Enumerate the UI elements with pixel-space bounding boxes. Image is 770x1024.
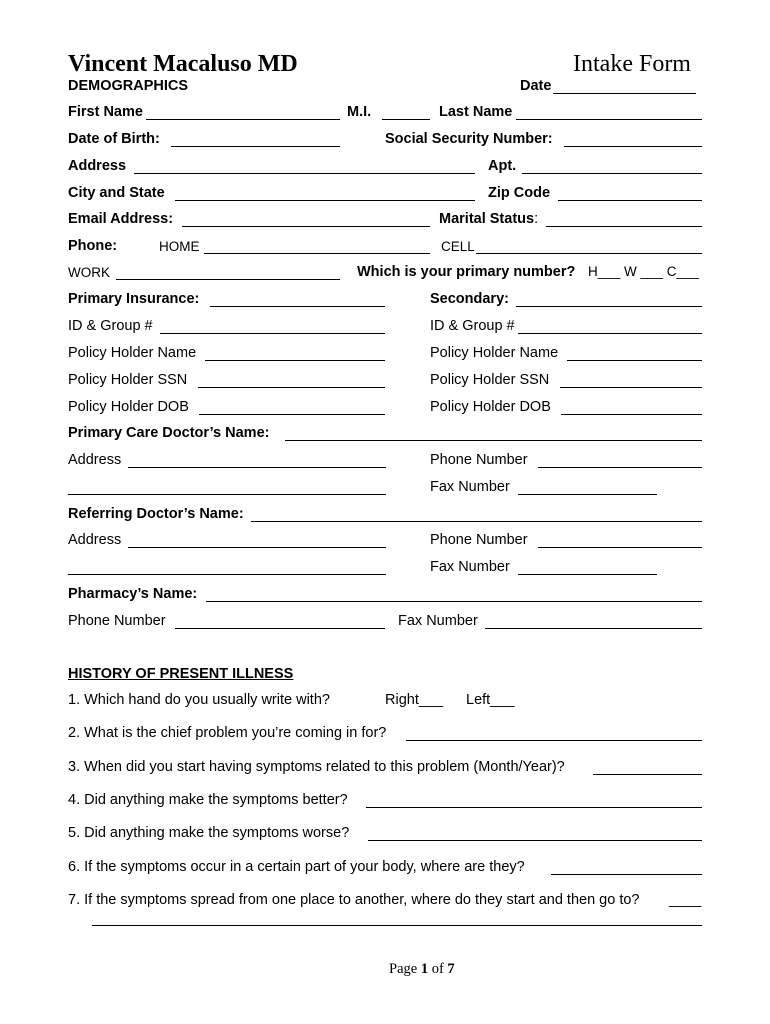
mi-field[interactable] <box>382 119 430 120</box>
city-state-field[interactable] <box>175 200 475 201</box>
city-state-label: City and State <box>68 185 165 201</box>
page-indicator <box>389 962 455 977</box>
referring-phone-field[interactable] <box>538 547 702 548</box>
q4-text: 4. Did anything make the symptoms better? <box>68 792 348 808</box>
referring-address-field[interactable] <box>128 547 386 548</box>
phone-label: Phone: <box>68 238 118 254</box>
address-field[interactable] <box>134 173 475 174</box>
secondary-holder-ssn-label: Policy Holder SSN <box>430 372 550 388</box>
primary-id-group-field[interactable] <box>160 333 385 334</box>
q6-text: 6. If the symptoms occur in a certain part of your body, where are they? <box>68 859 525 875</box>
page-word: Page <box>389 961 418 977</box>
zip-label: Zip Code <box>488 185 551 201</box>
q5-text: 5. Did anything make the symptoms worse? <box>68 825 350 841</box>
referring-phone-label: Phone Number <box>430 532 528 548</box>
secondary-insurance-field[interactable] <box>516 306 702 307</box>
apt-label: Apt. <box>488 158 517 174</box>
last-name-label: Last Name <box>439 104 513 120</box>
pcp-fax-field[interactable] <box>518 494 657 495</box>
marital-field[interactable] <box>546 226 702 227</box>
pcp-phone-field[interactable] <box>538 467 702 468</box>
secondary-holder-name-label: Policy Holder Name <box>430 345 559 361</box>
pharmacy-phone-label: Phone Number <box>68 613 166 629</box>
first-name-label: First Name <box>68 104 143 120</box>
pcp-address-label: Address <box>68 452 122 468</box>
secondary-id-group-field[interactable] <box>518 333 702 334</box>
ssn-label: Social Security Number: <box>385 131 553 147</box>
q6-answer-field[interactable] <box>551 874 702 875</box>
secondary-holder-dob-field[interactable] <box>561 414 702 415</box>
primary-insurance-field[interactable] <box>210 306 385 307</box>
q1-right-option[interactable]: Right___ <box>385 692 444 708</box>
referring-address-label: Address <box>68 532 122 548</box>
page-current: 1 <box>420 961 429 977</box>
dob-label: Date of Birth: <box>68 131 160 147</box>
primary-holder-name-label: Policy Holder Name <box>68 345 197 361</box>
pcp-phone-label: Phone Number <box>430 452 528 468</box>
q1-text: 1. Which hand do you usually write with? <box>68 692 330 708</box>
email-field[interactable] <box>182 226 430 227</box>
q7-text: 7. If the symptoms spread from one place to another, where do they start and then go to? <box>68 892 640 908</box>
marital-label <box>439 212 538 227</box>
section-demographics: DEMOGRAPHICS <box>68 78 189 94</box>
apt-field[interactable] <box>522 173 702 174</box>
history-title: HISTORY OF PRESENT ILLNESS <box>68 666 294 682</box>
pharmacy-name-field[interactable] <box>206 601 702 602</box>
pcp-fax-label: Fax Number <box>430 479 510 495</box>
last-name-field[interactable] <box>516 119 702 120</box>
page-of-word: of <box>431 961 444 977</box>
mi-label: M.I. <box>347 104 372 120</box>
work-label: WORK <box>68 265 110 280</box>
date-field[interactable] <box>553 93 696 94</box>
dob-field[interactable] <box>171 146 340 147</box>
q1-left-option[interactable]: Left___ <box>466 692 515 708</box>
q4-answer-field[interactable] <box>366 807 702 808</box>
pcp-address-field[interactable] <box>128 467 386 468</box>
primary-number-options[interactable]: H___ W ___ C___ <box>588 264 700 279</box>
primary-id-group-label: ID & Group # <box>68 318 153 334</box>
pcp-name-field[interactable] <box>285 440 702 441</box>
form-title: Intake Form <box>573 51 691 77</box>
practice-name: Vincent Macaluso MD <box>68 51 298 77</box>
home-phone-field[interactable] <box>204 253 430 254</box>
primary-holder-ssn-field[interactable] <box>198 387 385 388</box>
work-phone-field[interactable] <box>116 279 340 280</box>
pcp-address-line2-field[interactable] <box>68 494 386 495</box>
primary-holder-name-field[interactable] <box>205 360 385 361</box>
page-total: 7 <box>447 961 455 977</box>
address-label: Address <box>68 158 127 174</box>
date-label: Date <box>520 78 552 94</box>
secondary-id-group-label: ID & Group # <box>430 318 515 334</box>
pharmacy-name-label: Pharmacy’s Name: <box>68 586 198 602</box>
secondary-holder-ssn-field[interactable] <box>560 387 702 388</box>
q2-answer-field[interactable] <box>406 740 702 741</box>
referring-fax-label: Fax Number <box>430 559 510 575</box>
cell-phone-field[interactable] <box>476 253 702 254</box>
referring-fax-field[interactable] <box>518 574 657 575</box>
referring-name-label: Referring Doctor’s Name: <box>68 506 244 522</box>
marital-colon: : <box>534 211 539 227</box>
secondary-insurance-label: Secondary: <box>430 291 509 307</box>
primary-insurance-label: Primary Insurance: <box>68 291 200 307</box>
home-label: HOME <box>159 239 200 254</box>
pharmacy-fax-label: Fax Number <box>398 613 478 629</box>
pharmacy-phone-field[interactable] <box>175 628 385 629</box>
primary-number-question: Which is your primary number? <box>357 264 576 280</box>
primary-holder-dob-field[interactable] <box>199 414 385 415</box>
email-label: Email Address: <box>68 211 174 227</box>
primary-holder-ssn-label: Policy Holder SSN <box>68 372 188 388</box>
q2-text: 2. What is the chief problem you’re coming in for? <box>68 725 387 741</box>
referring-name-field[interactable] <box>251 521 702 522</box>
pharmacy-fax-field[interactable] <box>485 628 702 629</box>
q3-answer-field[interactable] <box>593 774 702 775</box>
q7-answer-line2-field[interactable] <box>92 925 702 926</box>
zip-field[interactable] <box>558 200 702 201</box>
q3-text: 3. When did you start having symptoms related to this problem (Month/Year)? <box>68 759 565 775</box>
q5-answer-field[interactable] <box>368 840 702 841</box>
ssn-field[interactable] <box>564 146 702 147</box>
first-name-field[interactable] <box>146 119 340 120</box>
cell-label: CELL <box>441 239 475 254</box>
referring-address-line2-field[interactable] <box>68 574 386 575</box>
secondary-holder-dob-label: Policy Holder DOB <box>430 399 551 415</box>
marital-text: Marital Status <box>439 211 535 227</box>
pcp-name-label: Primary Care Doctor’s Name: <box>68 425 270 441</box>
q7-answer-blank[interactable]: ____ <box>669 892 702 908</box>
secondary-holder-name-field[interactable] <box>567 360 702 361</box>
primary-holder-dob-label: Policy Holder DOB <box>68 399 189 415</box>
